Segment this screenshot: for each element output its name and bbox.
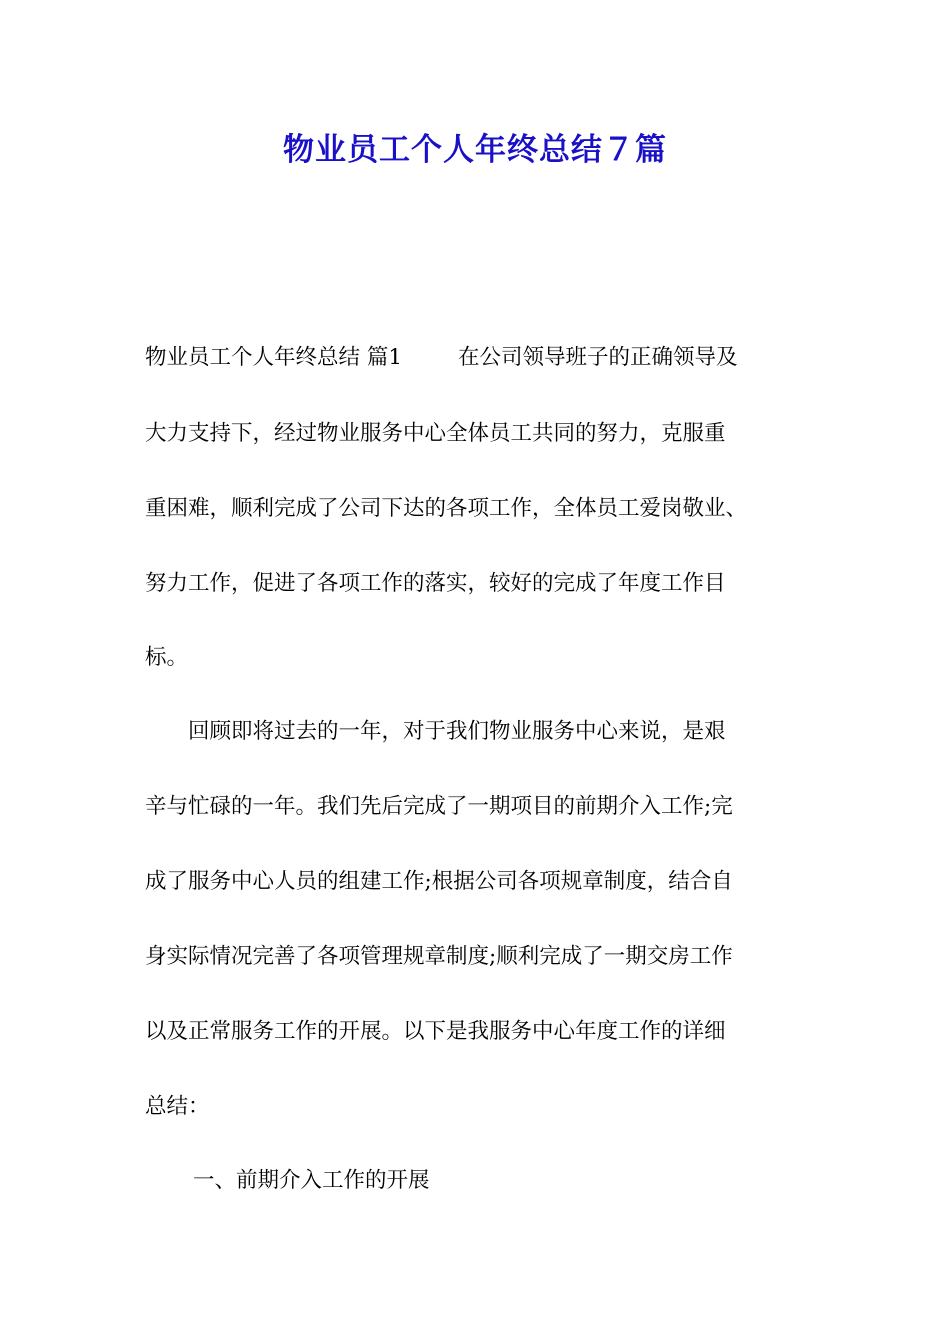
paragraph1-line-5: 标。 <box>145 645 189 670</box>
heading-text: 一、前期介入工作的开展 <box>193 1168 430 1193</box>
paragraph2-line-5: 以及正常服务工作的开展。以下是我服务中心年度工作的详细 <box>145 1019 726 1044</box>
paragraph2-line-4: 身实际情况完善了各项管理规章制度;顺利完成了一期交房工作 <box>145 944 733 969</box>
section-label: 物业员工个人年终总结 篇1 <box>145 345 403 370</box>
paragraph1-first-line-text: 在公司领导班子的正确领导及 <box>458 345 738 370</box>
paragraph1-line-2: 大力支持下，经过物业服务中心全体员工共同的努力，克服重 <box>145 421 726 446</box>
section-heading-1 <box>145 1166 430 1196</box>
paragraph2-line-1: 回顾即将过去的一年，对于我们物业服务中心来说，是艰 <box>145 719 726 744</box>
paragraph1-line-3: 重困难，顺利完成了公司下达的各项工作，全体员工爱岗敬业、 <box>145 496 748 521</box>
paragraph1-line-4: 努力工作，促进了各项工作的落实，较好的完成了年度工作目 <box>145 571 726 596</box>
paragraph2-line-3: 成了服务中心人员的组建工作;根据公司各项规章制度，结合自 <box>145 869 733 894</box>
paragraph1-line-1 <box>145 343 738 373</box>
paragraph2-line-6: 总结： <box>145 1094 210 1119</box>
paragraph2-line-2: 辛与忙碌的一年。我们先后完成了一期项目的前期介入工作;完 <box>145 794 733 819</box>
document-title: 物业员工个人年终总结７篇 <box>283 132 667 168</box>
